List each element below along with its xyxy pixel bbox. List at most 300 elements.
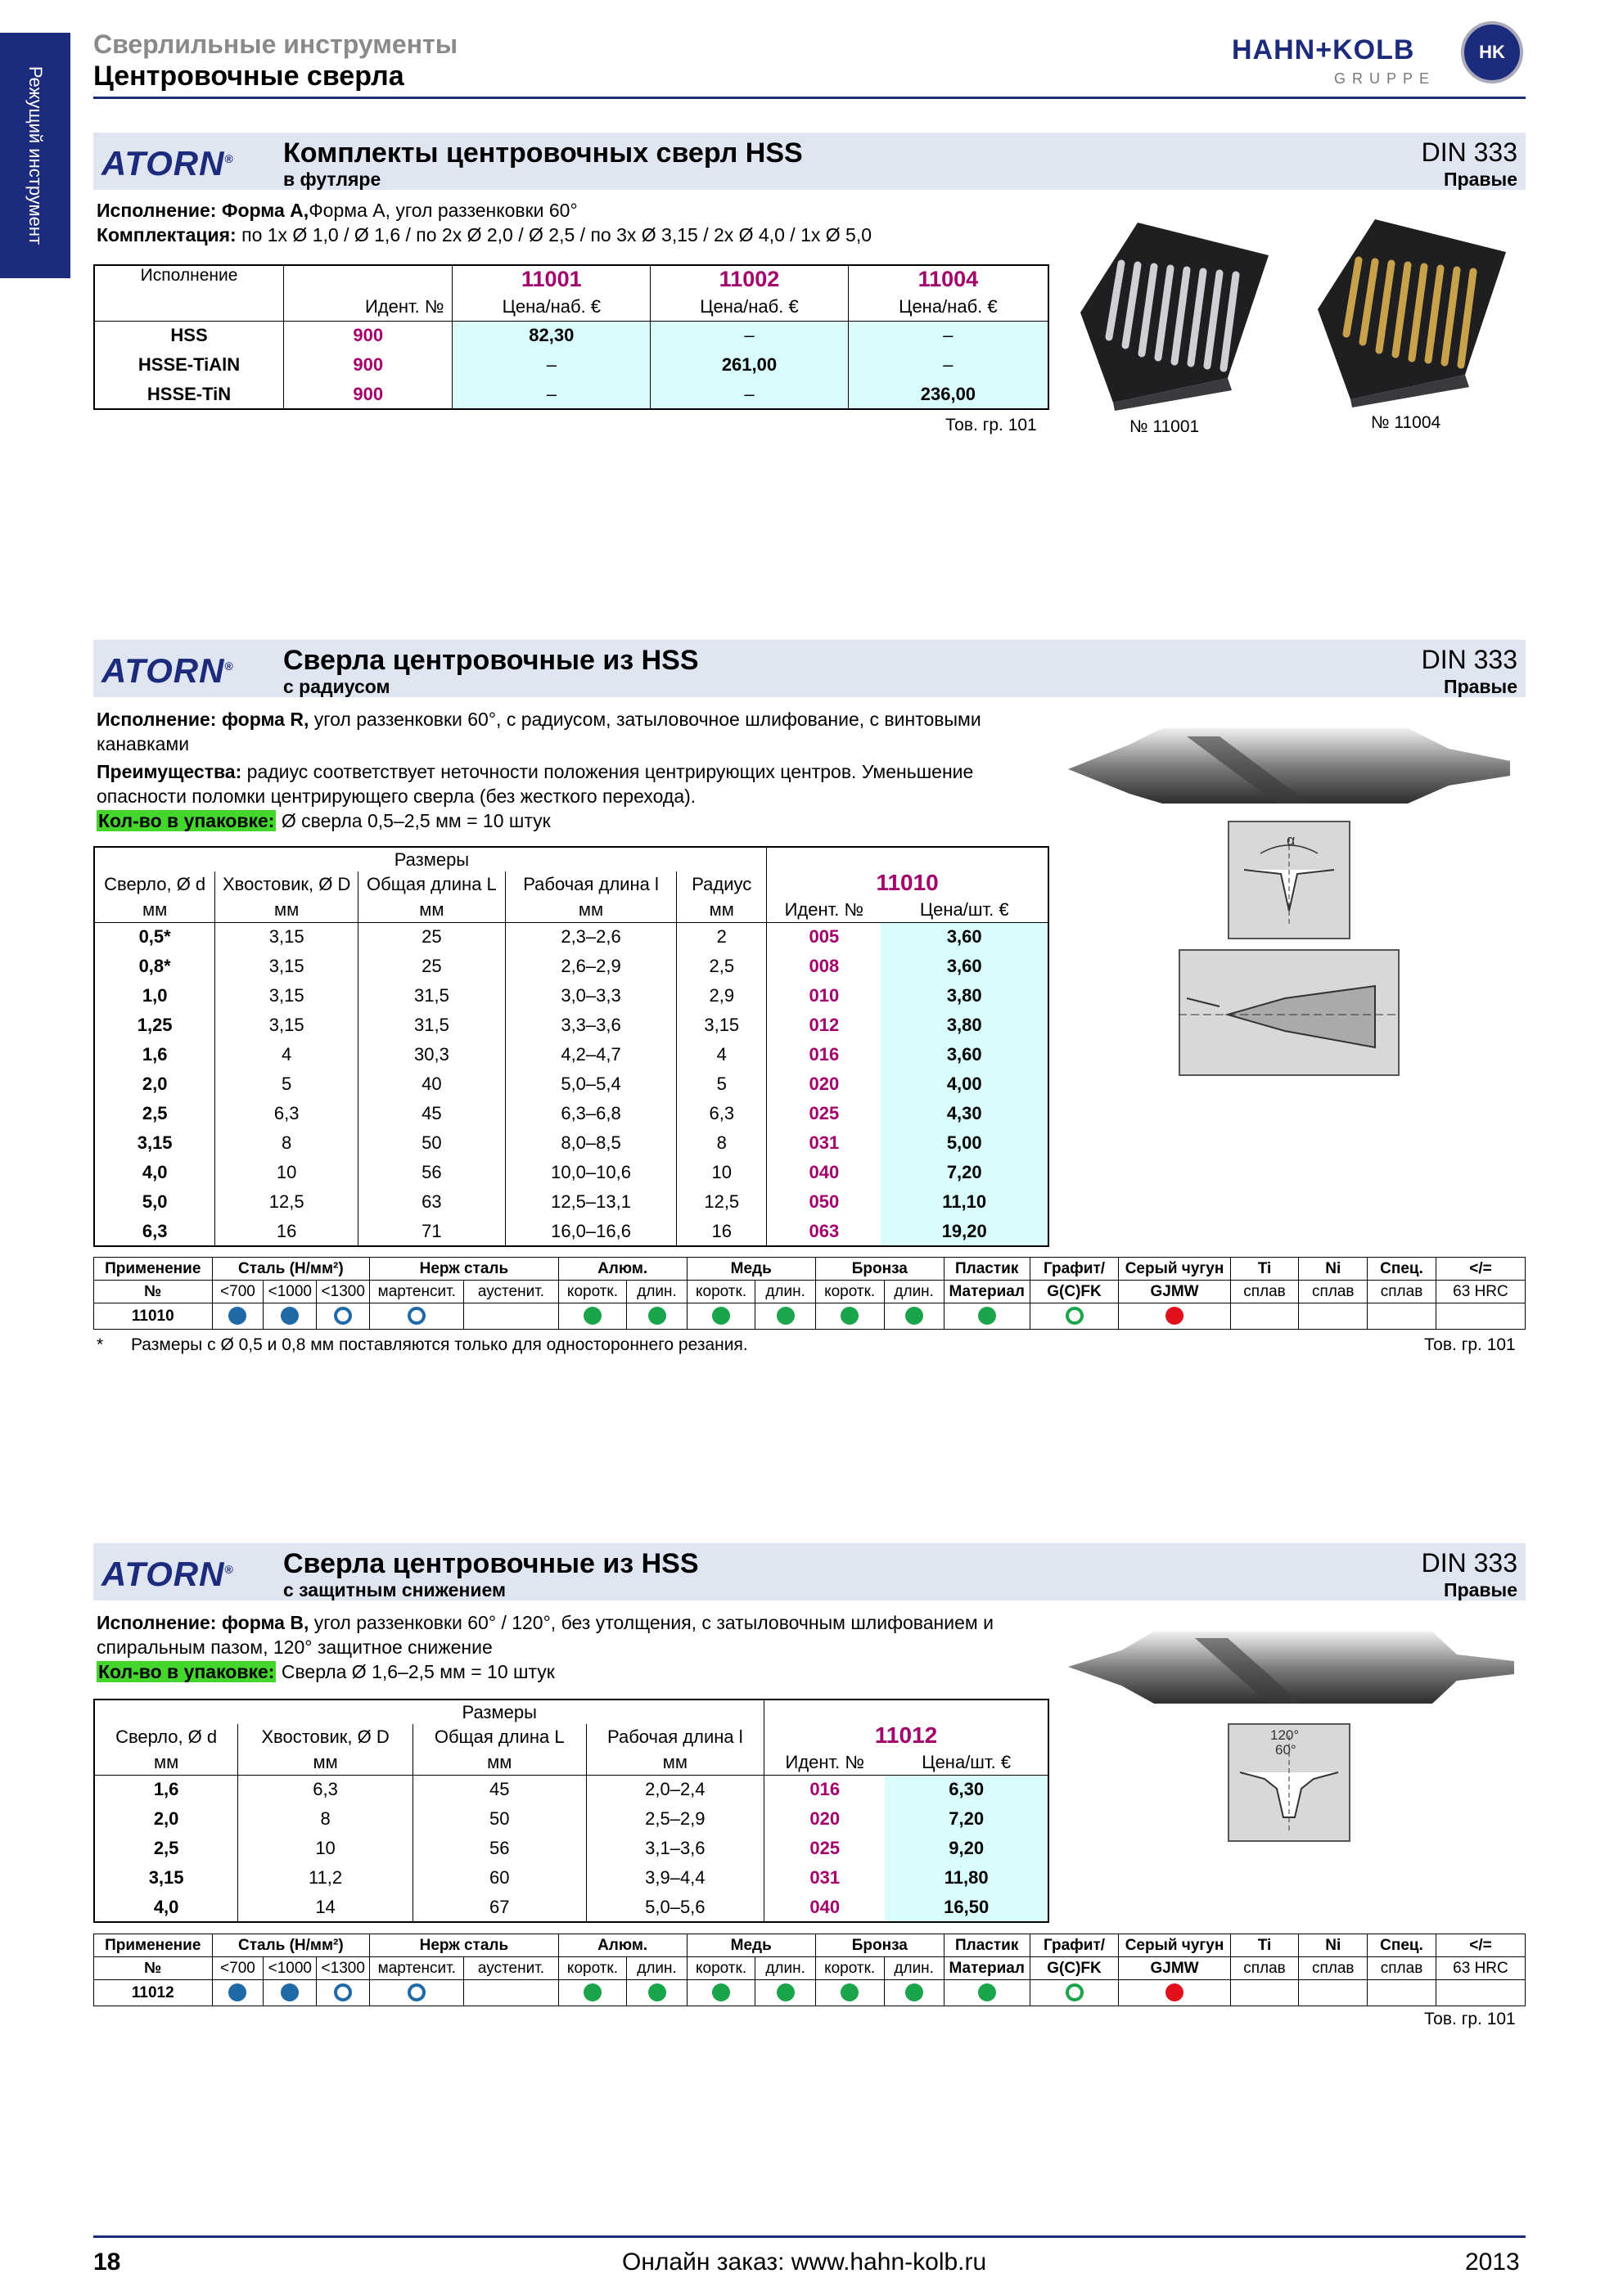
suitable-dot-icon [712, 1307, 730, 1325]
drill-diameter: 4,0 [94, 1893, 238, 1922]
drill-diameter: 1,6 [94, 1040, 215, 1069]
radius: 12,5 [677, 1187, 767, 1217]
drill-table-11012-body [94, 1775, 1048, 1922]
unit: мм [677, 898, 767, 922]
suitable-dot-icon [648, 1983, 666, 2001]
suitable-dot-icon [584, 1307, 602, 1325]
din-standard: DIN 333 [1421, 137, 1517, 167]
ident-number: 016 [809, 1044, 840, 1065]
application-table-11010 [93, 1257, 1526, 1330]
article-code: 11004 [917, 267, 979, 291]
app-header-cell: Бронза [815, 1258, 944, 1281]
col-header: Сверло, Ø d [94, 871, 215, 898]
app-cell [1230, 1303, 1299, 1330]
working-length: 2,0–2,4 [586, 1775, 764, 1804]
app-header-cell: Применение [94, 1258, 213, 1281]
app-header-cell: Пластик [944, 1934, 1030, 1957]
app-subheader-cell: <700 [212, 1957, 264, 1980]
variant-name: HSSE-TiAlN [94, 350, 284, 380]
app-cell [212, 1303, 264, 1330]
drill-diameter: 0,5* [94, 922, 215, 952]
conditional-dot-icon [408, 1307, 426, 1325]
brand-logo-subtext: GRUPPE [1334, 70, 1436, 87]
image-caption: № 11004 [1371, 413, 1441, 432]
app-header-cell: Нерж сталь [370, 1258, 558, 1281]
shank-diameter: 10 [238, 1834, 413, 1863]
app-header-cell: Медь [687, 1258, 815, 1281]
app-cell [1368, 1980, 1436, 2006]
price: 6,30 [885, 1775, 1048, 1804]
price: – [453, 350, 651, 380]
drill-diameter: 5,0 [94, 1187, 215, 1217]
drill-diameter: 2,5 [94, 1834, 238, 1863]
working-length: 2,3–2,6 [505, 922, 677, 952]
article-code: 11001 [453, 265, 651, 293]
app-subheader-cell: <700 [212, 1281, 264, 1303]
app-subheader-cell: коротк. [815, 1281, 884, 1303]
shank-diameter: 3,15 [215, 952, 358, 981]
app-header-cell: Пластик [944, 1258, 1030, 1281]
app-subheader-cell: <1000 [264, 1957, 317, 1980]
price: 16,50 [885, 1893, 1048, 1922]
app-subheader-cell: длин. [884, 1281, 944, 1303]
working-length: 3,3–3,6 [505, 1011, 677, 1040]
radius: 16 [677, 1217, 767, 1246]
app-subheader-cell: сплав [1368, 1957, 1436, 1980]
footnote: Размеры с Ø 0,5 и 0,8 мм поставляются только для одностороннего резания. [131, 1335, 748, 1354]
shank-diameter: 8 [215, 1128, 358, 1158]
section-title: Сверла центровочные из HSS [283, 1548, 699, 1579]
app-subheader-cell: сплав [1299, 1281, 1368, 1303]
section-2-header [93, 640, 1526, 697]
app-cell [687, 1303, 755, 1330]
unit: мм [215, 898, 358, 922]
brand-logo-icon [1461, 21, 1523, 83]
total-length: 31,5 [358, 1011, 506, 1040]
app-article-code: 11010 [94, 1303, 213, 1330]
app-header-row [94, 1934, 1526, 1957]
table-row [94, 1099, 1048, 1128]
app-cell [1030, 1980, 1119, 2006]
sidebar-tab [0, 33, 70, 278]
col-price: Цена/наб. € [651, 293, 849, 321]
product-group: Тов. гр. 101 [1424, 1335, 1516, 1354]
price: 11,10 [881, 1187, 1048, 1217]
drill-diameter: 4,0 [94, 1158, 215, 1187]
app-cell [464, 1980, 558, 2006]
app-cell [317, 1303, 370, 1330]
section-subtitle: с защитным снижением [283, 1579, 507, 1600]
radius: 3,15 [677, 1011, 767, 1040]
suitable-dot-icon [841, 1307, 859, 1325]
app-header-cell: Сталь (Н/мм²) [212, 1258, 370, 1281]
working-length: 10,0–10,6 [505, 1158, 677, 1187]
total-length: 60 [413, 1863, 586, 1893]
app-header-cell: Спец. [1368, 1934, 1436, 1957]
suitable-dot-icon [584, 1983, 602, 2001]
price: 5,00 [881, 1128, 1048, 1158]
app-subheader-cell: коротк. [815, 1957, 884, 1980]
app-header-cell: Графит/ [1030, 1258, 1119, 1281]
app-cell [264, 1980, 317, 2006]
atorn-logo: ATORN® [101, 144, 234, 182]
table-row [94, 1217, 1048, 1246]
app-header-cell: Ni [1299, 1258, 1368, 1281]
ident-number: 050 [809, 1191, 840, 1212]
drill-set-case-image [1064, 214, 1277, 411]
app-header-cell: Алюм. [558, 1258, 687, 1281]
shank-diameter: 3,15 [215, 922, 358, 952]
table-row [94, 380, 1048, 409]
unit: мм [413, 1750, 586, 1775]
working-length: 3,9–4,4 [586, 1863, 764, 1893]
radius: 2,5 [677, 952, 767, 981]
image-caption: № 11001 [1129, 417, 1200, 436]
working-length: 5,0–5,4 [505, 1069, 677, 1099]
shank-diameter: 4 [215, 1040, 358, 1069]
suitable-dot-icon [905, 1307, 923, 1325]
atorn-logo: ATORN® [101, 1555, 234, 1593]
app-cell [815, 1980, 884, 2006]
section-subtitle: в футляре [283, 169, 381, 190]
year: 2013 [1465, 2249, 1520, 2276]
table-row [94, 1804, 1048, 1834]
app-subheader-cell: аустенит. [464, 1281, 558, 1303]
col-header: Общая длина L [358, 871, 506, 898]
radius: 4 [677, 1040, 767, 1069]
app-subheader-cell: 63 HRC [1436, 1957, 1525, 1980]
desc-label: Комплектация: [97, 224, 237, 245]
ident-number: 040 [809, 1896, 841, 1917]
desc-label: Исполнение: форма B, [97, 1612, 309, 1633]
table-row [94, 1187, 1048, 1217]
total-length: 30,3 [358, 1040, 506, 1069]
table-row [94, 1775, 1048, 1804]
section-subtitle: с радиусом [283, 676, 390, 697]
app-header-cell: Нерж сталь [370, 1934, 558, 1957]
col-header: Хвостовик, Ø D [215, 871, 358, 898]
app-header-cell: Серый чугун [1119, 1258, 1230, 1281]
app-cell [1436, 1303, 1525, 1330]
variant-name: HSS [94, 321, 284, 350]
footnote-mark: * [97, 1335, 104, 1354]
section-2-description [97, 707, 1054, 833]
section-3-header [93, 1543, 1526, 1600]
unit: мм [94, 1750, 238, 1775]
article-code: 11002 [651, 265, 849, 293]
app-cell [1299, 1980, 1368, 2006]
app-subheader-cell: № [94, 1281, 213, 1303]
shank-diameter: 12,5 [215, 1187, 358, 1217]
ident-number: 005 [809, 926, 840, 948]
price: 4,30 [881, 1099, 1048, 1128]
ident-number: 025 [809, 1838, 841, 1858]
unsuitable-dot-icon [1165, 1307, 1183, 1325]
price: 3,80 [881, 981, 1048, 1011]
app-cell [1119, 1980, 1230, 2006]
price: 3,60 [881, 952, 1048, 981]
col-price: Цена/наб. € [453, 293, 651, 321]
price: 3,60 [881, 922, 1048, 952]
app-subheader-row [94, 1281, 1526, 1303]
col-header: Хвостовик, Ø D [238, 1724, 413, 1750]
app-cell [558, 1303, 627, 1330]
table-row [94, 350, 1048, 380]
suitable-dot-icon [841, 1983, 859, 2001]
order-url[interactable]: Онлайн заказ: www.hahn-kolb.ru [622, 2249, 987, 2276]
app-subheader-cell: длин. [755, 1281, 815, 1303]
app-subheader-cell: Материал [944, 1281, 1030, 1303]
total-length: 25 [358, 952, 506, 981]
app-cell [1299, 1303, 1368, 1330]
drill-diameter: 3,15 [94, 1128, 215, 1158]
page-number: 18 [93, 2249, 121, 2276]
suitable-dot-icon [712, 1983, 730, 2001]
brand-name: ATORN [101, 651, 225, 690]
product-group: Тов. гр. 101 [1424, 2010, 1516, 2028]
price: 11,80 [885, 1863, 1048, 1893]
cutting-direction: Правые [1444, 169, 1517, 190]
table-row [94, 1893, 1048, 1922]
ident-number: 040 [809, 1162, 840, 1182]
radius: 6,3 [677, 1099, 767, 1128]
ident-number: 016 [809, 1779, 841, 1800]
app-subheader-cell: коротк. [558, 1281, 627, 1303]
unit: мм [586, 1750, 764, 1775]
desc-text: по 1x Ø 1,0 / Ø 1,6 / по 2x Ø 2,0 / Ø 2,5 / по 3x Ø 3,15 / 2x Ø 4,0 / 1x Ø 5,0 [241, 224, 872, 245]
price: 82,30 [453, 321, 651, 350]
drill-diameter: 1,25 [94, 1011, 215, 1040]
section-title: Комплекты центровочных сверл HSS [283, 137, 803, 169]
app-subheader-cell: <1300 [317, 1281, 370, 1303]
product-group: Тов. гр. 101 [945, 416, 1037, 434]
total-length: 45 [413, 1775, 586, 1804]
price: 261,00 [651, 350, 849, 380]
app-cell [1436, 1980, 1525, 2006]
din-standard: DIN 333 [1421, 1548, 1517, 1578]
price: – [651, 380, 849, 409]
table-row [94, 1040, 1048, 1069]
total-length: 67 [413, 1893, 586, 1922]
article-code: 11012 [874, 1722, 938, 1748]
pack-label: Кол-во в упаковке: [98, 810, 275, 831]
application-table-11010-body [94, 1258, 1526, 1330]
ident-number: 008 [809, 956, 840, 976]
table-row [94, 952, 1048, 981]
app-cell [944, 1980, 1030, 2006]
col-execution: Исполнение [94, 265, 284, 321]
page-category: Сверлильные инструменты [93, 29, 458, 59]
price: – [848, 350, 1048, 380]
shank-diameter: 16 [215, 1217, 358, 1246]
app-subheader-cell: Материал [944, 1957, 1030, 1980]
unit: мм [94, 898, 215, 922]
price: 7,20 [881, 1158, 1048, 1187]
table-row [94, 321, 1048, 350]
working-length: 4,2–4,7 [505, 1040, 677, 1069]
app-subheader-row [94, 1957, 1526, 1980]
cutting-direction: Правые [1444, 676, 1517, 697]
app-cell [1368, 1303, 1436, 1330]
din-standard: DIN 333 [1421, 645, 1517, 674]
table-row [94, 1128, 1048, 1158]
app-cell [370, 1303, 464, 1330]
header-rule [93, 97, 1526, 99]
table-row [94, 1069, 1048, 1099]
ident-number: 031 [809, 1132, 840, 1153]
shank-diameter: 6,3 [215, 1099, 358, 1128]
table-row [94, 981, 1048, 1011]
shank-diameter: 6,3 [238, 1775, 413, 1804]
app-subheader-cell: коротк. [687, 1957, 755, 1980]
app-row [94, 1980, 1526, 2006]
app-cell [755, 1980, 815, 2006]
price: – [453, 380, 651, 409]
ident-number: 900 [284, 350, 453, 380]
table-row [94, 922, 1048, 952]
ident-number: 012 [809, 1015, 840, 1035]
shank-diameter: 3,15 [215, 1011, 358, 1040]
app-cell [1230, 1980, 1299, 2006]
desc-text: угол раззенковки 60° / 120°, без утолщения, с затыловочным шлифованием и спиральным пазом, 120° защитное снижение [97, 1612, 994, 1658]
ident-number: 020 [809, 1074, 840, 1094]
protected-countersink-diagram [1228, 1723, 1350, 1842]
app-subheader-cell: сплав [1230, 1957, 1299, 1980]
price: 7,20 [885, 1804, 1048, 1834]
suitable-dot-icon [228, 1307, 246, 1325]
app-subheader-cell: № [94, 1957, 213, 1980]
drill-table-11012 [93, 1699, 1049, 1923]
table-row [94, 1158, 1048, 1187]
ident-number: 031 [809, 1867, 841, 1888]
ident-number: 010 [809, 985, 840, 1006]
conditional-dot-icon [334, 1307, 352, 1325]
total-length: 50 [413, 1804, 586, 1834]
app-subheader-cell: <1300 [317, 1957, 370, 1980]
total-length: 63 [358, 1187, 506, 1217]
brand-logo-text: HAHN+KOLB [1232, 34, 1415, 65]
col-price: Цена/наб. € [899, 295, 998, 317]
shank-diameter: 10 [215, 1158, 358, 1187]
desc-text: Форма А, угол раззенковки 60° [309, 200, 578, 221]
suitable-dot-icon [777, 1307, 795, 1325]
app-cell [884, 1980, 944, 2006]
app-cell [815, 1303, 884, 1330]
app-subheader-cell: G(C)FK [1030, 1281, 1119, 1303]
shank-diameter: 5 [215, 1069, 358, 1099]
drill-diameter: 2,5 [94, 1099, 215, 1128]
drill-table-11010-body [94, 922, 1048, 1246]
price: 3,60 [881, 1040, 1048, 1069]
angle-label: 60° [1275, 1742, 1296, 1758]
angle-label: 120° [1270, 1727, 1300, 1743]
atorn-logo: ATORN® [101, 651, 234, 690]
suitable-dot-icon [281, 1307, 299, 1325]
radius: 8 [677, 1128, 767, 1158]
radius: 10 [677, 1158, 767, 1187]
total-length: 71 [358, 1217, 506, 1246]
section-title: Сверла центровочные из HSS [283, 645, 699, 676]
radius: 2 [677, 922, 767, 952]
app-subheader-cell: аустенит. [464, 1957, 558, 1980]
working-length: 2,6–2,9 [505, 952, 677, 981]
app-cell [687, 1980, 755, 2006]
app-cell [464, 1303, 558, 1330]
pack-label: Кол-во в упаковке: [98, 1661, 275, 1682]
app-subheader-cell: длин. [884, 1957, 944, 1980]
app-header-cell: Серый чугун [1119, 1934, 1230, 1957]
app-subheader-cell: мартенсит. [370, 1957, 464, 1980]
col-group-sizes: Размеры [462, 1701, 537, 1722]
application-table-11012 [93, 1934, 1526, 2006]
desc-label: Исполнение: форма R, [97, 709, 309, 730]
app-header-cell: Бронза [815, 1934, 944, 1957]
price: 9,20 [885, 1834, 1048, 1863]
unit: мм [358, 898, 506, 922]
section-1-header [93, 133, 1526, 190]
app-row [94, 1303, 1526, 1330]
shank-diameter: 11,2 [238, 1863, 413, 1893]
price: 4,00 [881, 1069, 1048, 1099]
section-3-description [97, 1610, 1054, 1684]
app-cell [212, 1980, 264, 2006]
shank-diameter: 14 [238, 1893, 413, 1922]
app-article-code: 11012 [94, 1980, 213, 2006]
app-subheader-cell: длин. [755, 1957, 815, 1980]
unit: мм [505, 898, 677, 922]
working-length: 5,0–5,6 [586, 1893, 764, 1922]
app-cell [755, 1303, 815, 1330]
app-cell [558, 1980, 627, 2006]
app-header-cell: Ti [1230, 1258, 1299, 1281]
drill-diameter: 2,0 [94, 1804, 238, 1834]
app-subheader-cell: длин. [627, 1957, 687, 1980]
app-subheader-cell: 63 HRC [1436, 1281, 1525, 1303]
suitable-dot-icon [281, 1983, 299, 2001]
app-cell [317, 1980, 370, 2006]
drill-diameter: 2,0 [94, 1069, 215, 1099]
conditional-dot-icon [1066, 1307, 1084, 1325]
working-length: 12,5–13,1 [505, 1187, 677, 1217]
app-cell [627, 1980, 687, 2006]
brand-name: ATORN [101, 144, 225, 182]
desc-label: Исполнение: Форма А, [97, 200, 309, 221]
table-row [94, 1863, 1048, 1893]
article-code: 11010 [876, 870, 939, 895]
application-table-11012-body [94, 1934, 1526, 2006]
total-length: 25 [358, 922, 506, 952]
app-cell [627, 1303, 687, 1330]
app-subheader-cell: сплав [1368, 1281, 1436, 1303]
working-length: 6,3–6,8 [505, 1099, 677, 1128]
pack-text: Сверла Ø 1,6–2,5 мм = 10 штук [281, 1661, 555, 1682]
app-subheader-cell: сплав [1230, 1281, 1299, 1303]
desc-text: угол раззенковки 60°, с радиусом, затыловочное шлифование, с винтовыми канавками [97, 709, 981, 754]
app-header-cell: Применение [94, 1934, 213, 1957]
app-cell [264, 1303, 317, 1330]
sidebar-label: Режущий инструмент [25, 65, 46, 245]
drill-diameter: 6,3 [94, 1217, 215, 1246]
working-length: 16,0–16,6 [505, 1217, 677, 1246]
price: – [651, 321, 849, 350]
cutting-direction: Правые [1444, 1579, 1517, 1600]
set-price-table [93, 264, 1049, 410]
col-header: Сверло, Ø d [94, 1724, 238, 1750]
ident-number: 900 [284, 380, 453, 409]
drill-diameter: 0,8* [94, 952, 215, 981]
app-header-cell: </= [1436, 1258, 1525, 1281]
col-group-sizes: Размеры [394, 849, 470, 870]
